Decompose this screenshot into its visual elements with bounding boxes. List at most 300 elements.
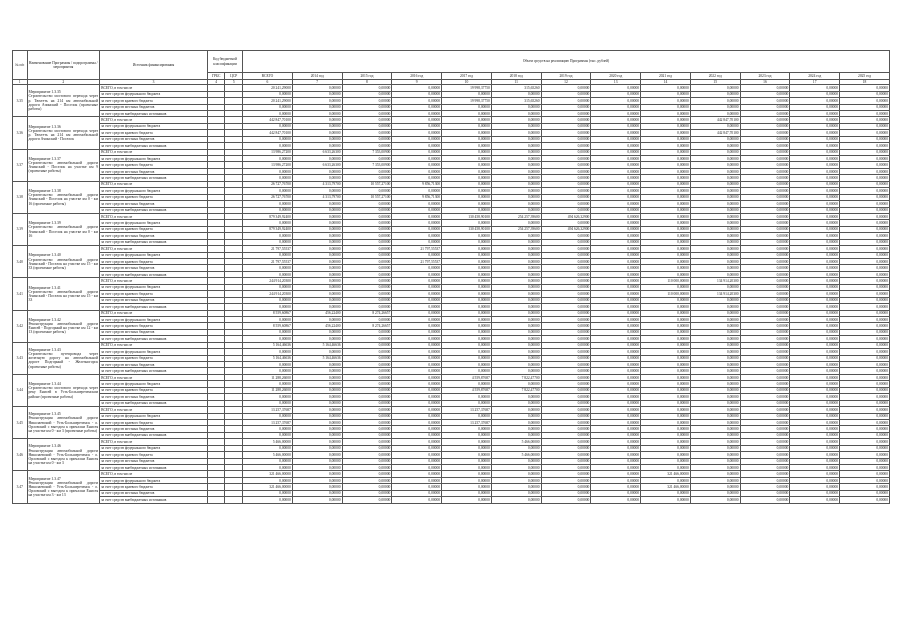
year-value-cell: 0,00000	[392, 143, 442, 149]
row-index: 3.46	[13, 439, 28, 471]
year-value-cell: 0,00000	[442, 471, 492, 477]
year-value-cell: 0,00000	[740, 149, 790, 155]
year-value-cell: 0,00000	[591, 394, 641, 400]
year-value-cell: 7 822,47700	[491, 374, 541, 380]
year-value-cell: 0,00000	[790, 304, 840, 310]
year-value-cell: 0,00000	[292, 445, 342, 451]
year-value-cell: 0,00000	[790, 310, 840, 316]
total-cell: 26 727,76700	[243, 181, 293, 187]
year-value-cell: 0,00000	[740, 297, 790, 303]
year-value-cell: 0,00000	[840, 413, 890, 419]
total-cell: 0,00000	[243, 297, 293, 303]
year-value-cell: 0,00000	[292, 130, 342, 136]
year-value-cell: 0,00000	[292, 252, 342, 258]
year-value-cell: 0,00000	[690, 136, 740, 142]
total-cell: 13 257,37687	[243, 407, 293, 413]
total-cell: 0,00000	[243, 168, 293, 174]
year-value-cell: 0,00000	[442, 91, 492, 97]
year-value-cell: 8 274,26657	[342, 323, 392, 329]
total-cell: 0,00000	[243, 201, 293, 207]
funding-source: за счет средств федерального бюджета	[100, 381, 208, 387]
year-value-cell: 0,00000	[392, 374, 442, 380]
event-name	[27, 181, 100, 213]
year-value-cell: 0,00000	[641, 477, 691, 483]
year-value-cell: 0,00000	[342, 349, 392, 355]
year-value-cell: 0,00000	[591, 278, 641, 284]
year-value-cell: 0,00000	[690, 497, 740, 503]
year-value-cell: 0,00000	[641, 432, 691, 438]
year-value-cell: 0,00000	[292, 329, 342, 335]
year-value-cell: 0,00000	[690, 239, 740, 245]
year-value-cell: 0,00000	[392, 136, 442, 142]
year-value-cell: 0,00000	[342, 156, 392, 162]
year-value-cell: 0,00000	[292, 117, 342, 123]
header-volume: Объем средств на реализацию Программы (тыс. рублей)	[243, 51, 890, 73]
header-grbs: ГРБС	[207, 73, 225, 80]
year-value-cell: 456,22400	[292, 323, 342, 329]
year-value-cell: 0,00000	[740, 130, 790, 136]
year-value-cell: 0,00000	[690, 110, 740, 116]
year-value-cell: 13 257,37687	[442, 407, 492, 413]
year-value-cell: 0,00000	[292, 278, 342, 284]
event-title: Мероприятие 1.3.43	[28, 347, 61, 352]
funding-source: за счет средств федерального бюджета	[100, 91, 208, 97]
year-value-cell: 0,00000	[641, 310, 691, 316]
year-value-cell: 0,00000	[541, 439, 591, 445]
year-value-cell: 0,00000	[591, 413, 641, 419]
funding-source: за счет средств краевого бюджета	[100, 98, 208, 104]
year-value-cell: 0,00000	[491, 143, 541, 149]
year-value-cell: 0,00000	[442, 323, 492, 329]
event-title: Мероприятие 1.3.40	[28, 253, 61, 258]
year-value-cell: 0,00000	[790, 465, 840, 471]
funding-source: ВСЕГО, в том числе	[100, 117, 208, 123]
year-value-cell: 0,00000	[641, 362, 691, 368]
funding-source: за счет средств краевого бюджета	[100, 162, 208, 168]
year-value-cell: 0,00000	[392, 407, 442, 413]
funding-source: за счет средств федерального бюджета	[100, 123, 208, 129]
year-value-cell: 0,00000	[690, 188, 740, 194]
year-value-cell: 0,00000	[591, 407, 641, 413]
total-cell: 0,00000	[243, 458, 293, 464]
year-value-cell: 0,00000	[442, 458, 492, 464]
total-cell: 0,00000	[243, 110, 293, 116]
event-description: Строительство путепровода через железную дорогу на автомобильной дороге Подгорный - Железногорск (проектные работы)	[28, 351, 99, 369]
header-kbk: Код бюджетной классификации	[207, 51, 242, 73]
event-description: Реконструкция автомобильной дороги Николаевский - Усть-Большереченск - о. Орловский с выездом к причалам Енисея на участке км 0 - км 3 (проектные работы)	[28, 416, 99, 433]
year-value-cell: 0,00000	[591, 149, 641, 155]
year-value-cell: 6 633,26300	[292, 162, 342, 168]
year-value-cell: 0,00000	[392, 265, 442, 271]
year-value-cell: 0,00000	[740, 400, 790, 406]
year-value-cell: 0,00000	[541, 175, 591, 181]
year-value-cell: 0,00000	[740, 374, 790, 380]
total-cell: 26 727,76700	[243, 194, 293, 200]
year-value-cell: 0,00000	[442, 316, 492, 322]
year-value-cell: 4 559,87687	[442, 374, 492, 380]
funding-source: за счет средств внебюджетных источников	[100, 143, 208, 149]
year-value-cell: 0,00000	[342, 233, 392, 239]
funding-source: за счет средств федерального бюджета	[100, 188, 208, 194]
year-value-cell: 0,00000	[392, 458, 442, 464]
year-value-cell: 0,00000	[342, 458, 392, 464]
year-value-cell: 0,00000	[740, 259, 790, 265]
year-value-cell: 0,00000	[591, 490, 641, 496]
year-value-cell: 0,00000	[342, 484, 392, 490]
year-value-cell: 0,00000	[442, 426, 492, 432]
year-value-cell: 5 466,00000	[491, 452, 541, 458]
total-cell: 0,00000	[243, 104, 293, 110]
year-value-cell: 0,00000	[840, 432, 890, 438]
funding-source: за счет средств краевого бюджета	[100, 226, 208, 232]
year-value-cell: 0,00000	[690, 246, 740, 252]
year-value-cell: 0,00000	[591, 91, 641, 97]
total-cell: 879 349,92400	[243, 213, 293, 219]
year-value-cell: 0,00000	[591, 387, 641, 393]
header-year: 2024 год	[790, 73, 840, 80]
year-value-cell: 0,00000	[690, 484, 740, 490]
funding-source: за счет средств внебюджетных источников	[100, 465, 208, 471]
year-value-cell: 0,00000	[541, 278, 591, 284]
year-value-cell: 0,00000	[591, 426, 641, 432]
year-value-cell: 10 557,27100	[342, 194, 392, 200]
year-value-cell: 0,00000	[790, 368, 840, 374]
year-value-cell: 134 914,20300	[690, 278, 740, 284]
event-name	[27, 246, 100, 278]
year-value-cell: 0,00000	[292, 207, 342, 213]
column-number: 18	[840, 80, 890, 85]
year-value-cell: 0,00000	[342, 471, 392, 477]
year-value-cell: 0,00000	[292, 168, 342, 174]
total-cell: 21 797,55537	[243, 246, 293, 252]
year-value-cell: 0,00000	[840, 381, 890, 387]
year-value-cell: 0,00000	[840, 271, 890, 277]
year-value-cell: 0,00000	[442, 104, 492, 110]
year-value-cell: 0,00000	[840, 297, 890, 303]
year-value-cell: 0,00000	[342, 342, 392, 348]
year-value-cell: 0,00000	[591, 284, 641, 290]
funding-source: за счет средств местных бюджетов	[100, 297, 208, 303]
year-value-cell: 0,00000	[591, 194, 641, 200]
row-index: 3.41	[13, 278, 28, 310]
column-number: 8	[342, 80, 392, 85]
year-value-cell: 0,00000	[442, 400, 492, 406]
year-value-cell: 0,00000	[790, 419, 840, 425]
year-value-cell: 0,00000	[690, 419, 740, 425]
column-number: 14	[641, 80, 691, 85]
year-value-cell: 0,00000	[740, 278, 790, 284]
year-value-cell: 0,00000	[491, 381, 541, 387]
year-value-cell: 0,00000	[690, 439, 740, 445]
year-value-cell: 0,00000	[641, 181, 691, 187]
year-value-cell: 0,00000	[491, 220, 541, 226]
year-value-cell: 0,00000	[740, 156, 790, 162]
year-value-cell: 0,00000	[442, 207, 492, 213]
year-value-cell: 0,00000	[541, 91, 591, 97]
year-value-cell: 0,00000	[840, 226, 890, 232]
year-value-cell: 0,00000	[790, 394, 840, 400]
row-index: 3.39	[13, 213, 28, 245]
year-value-cell: 0,00000	[342, 220, 392, 226]
year-value-cell: 0,00000	[740, 220, 790, 226]
column-number: 3	[100, 80, 208, 85]
year-value-cell: 0,00000	[442, 117, 492, 123]
total-cell: 13 986,27200	[243, 162, 293, 168]
total-cell: 0,00000	[243, 156, 293, 162]
row-index: 3.38	[13, 181, 28, 213]
year-value-cell: 0,00000	[690, 323, 740, 329]
total-cell: 20 241,29000	[243, 85, 293, 91]
year-value-cell: 0,00000	[740, 123, 790, 129]
year-value-cell: 0,00000	[442, 201, 492, 207]
funding-source: ВСЕГО, в том числе	[100, 246, 208, 252]
year-value-cell: 0,00000	[342, 85, 392, 91]
funding-source: за счет средств местных бюджетов	[100, 362, 208, 368]
year-value-cell: 0,00000	[442, 188, 492, 194]
event-name	[27, 213, 100, 245]
year-value-cell: 0,00000	[292, 497, 342, 503]
year-value-cell: 0,00000	[292, 246, 342, 252]
year-value-cell: 10 557,27100	[342, 181, 392, 187]
total-cell: 21 797,55537	[243, 259, 293, 265]
year-value-cell: 0,00000	[790, 162, 840, 168]
year-value-cell: 0,00000	[840, 123, 890, 129]
funding-source: за счет средств местных бюджетов	[100, 136, 208, 142]
total-cell: 0,00000	[243, 400, 293, 406]
year-value-cell: 0,00000	[442, 329, 492, 335]
year-value-cell: 0,00000	[392, 117, 442, 123]
year-value-cell: 0,00000	[690, 143, 740, 149]
event-name	[27, 407, 100, 439]
year-value-cell: 0,00000	[292, 465, 342, 471]
column-number: 16	[740, 80, 790, 85]
year-value-cell: 0,00000	[840, 316, 890, 322]
year-value-cell: 0,00000	[491, 394, 541, 400]
year-value-cell: 0,00000	[392, 323, 442, 329]
year-value-cell: 0,00000	[690, 394, 740, 400]
year-value-cell: 0,00000	[740, 368, 790, 374]
year-value-cell: 130 458,90100	[442, 213, 492, 219]
year-value-cell: 0,00000	[392, 419, 442, 425]
total-cell: 0,00000	[243, 394, 293, 400]
row-index: 3.47	[13, 471, 28, 503]
year-value-cell: 0,00000	[491, 201, 541, 207]
year-value-cell: 0,00000	[840, 201, 890, 207]
year-value-cell: 0,00000	[491, 117, 541, 123]
year-value-cell: 0,00000	[442, 362, 492, 368]
year-value-cell: 0,00000	[591, 323, 641, 329]
funding-source: за счет средств внебюджетных источников	[100, 400, 208, 406]
year-value-cell: 0,00000	[392, 291, 442, 297]
year-value-cell: 0,00000	[740, 394, 790, 400]
year-value-cell: 0,00000	[442, 349, 492, 355]
year-value-cell: 0,00000	[641, 91, 691, 97]
year-value-cell: 21 797,55537	[392, 259, 442, 265]
total-cell: 0,00000	[243, 304, 293, 310]
year-value-cell: 0,00000	[541, 252, 591, 258]
year-value-cell: 0,00000	[541, 265, 591, 271]
year-value-cell: 0,00000	[491, 284, 541, 290]
year-value-cell: 21 797,55537	[392, 246, 442, 252]
year-value-cell: 0,00000	[641, 252, 691, 258]
year-value-cell: 0,00000	[641, 194, 691, 200]
year-value-cell: 0,00000	[591, 156, 641, 162]
year-value-cell: 0,00000	[790, 362, 840, 368]
year-value-cell: 0,00000	[491, 432, 541, 438]
year-value-cell: 0,00000	[392, 271, 442, 277]
funding-source: за счет средств федерального бюджета	[100, 445, 208, 451]
year-value-cell: 0,00000	[342, 297, 392, 303]
year-value-cell: 0,00000	[641, 336, 691, 342]
year-value-cell: 0,00000	[541, 471, 591, 477]
year-value-cell: 0,00000	[392, 439, 442, 445]
year-value-cell: 0,00000	[342, 316, 392, 322]
year-value-cell: 0,00000	[740, 355, 790, 361]
year-value-cell: 0,00000	[491, 413, 541, 419]
year-value-cell: 0,00000	[541, 349, 591, 355]
year-value-cell: 0,00000	[442, 368, 492, 374]
funding-source: за счет средств федерального бюджета	[100, 316, 208, 322]
year-value-cell: 0,00000	[491, 291, 541, 297]
year-value-cell: 0,00000	[342, 368, 392, 374]
year-value-cell: 0,00000	[840, 188, 890, 194]
year-value-cell: 0,00000	[790, 374, 840, 380]
year-value-cell: 0,00000	[392, 310, 442, 316]
year-value-cell: 0,00000	[392, 381, 442, 387]
total-cell: 0,00000	[243, 233, 293, 239]
event-name	[27, 439, 100, 471]
funding-source: за счет средств внебюджетных источников	[100, 432, 208, 438]
year-value-cell: 0,00000	[740, 194, 790, 200]
year-value-cell: 0,00000	[690, 490, 740, 496]
year-value-cell: 0,00000	[641, 349, 691, 355]
year-value-cell: 0,00000	[541, 271, 591, 277]
funding-source: за счет средств краевого бюджета	[100, 259, 208, 265]
year-value-cell: 0,00000	[491, 188, 541, 194]
total-cell: 0,00000	[243, 349, 293, 355]
year-value-cell: 110 000,00000	[641, 291, 691, 297]
column-number: 4	[207, 80, 225, 85]
year-value-cell: 0,00000	[541, 130, 591, 136]
year-value-cell: 0,00000	[591, 458, 641, 464]
year-value-cell: 0,00000	[392, 220, 442, 226]
year-value-cell: 0,00000	[541, 432, 591, 438]
funding-source: за счет средств местных бюджетов	[100, 458, 208, 464]
total-cell: 0,00000	[243, 413, 293, 419]
year-value-cell: 0,00000	[591, 271, 641, 277]
year-value-cell: 0,00000	[690, 458, 740, 464]
year-value-cell: 0,00000	[790, 156, 840, 162]
year-value-cell: 0,00000	[442, 123, 492, 129]
year-value-cell: 0,00000	[840, 85, 890, 91]
year-value-cell: 0,00000	[641, 162, 691, 168]
year-value-cell: 0,00000	[342, 452, 392, 458]
year-value-cell: 0,00000	[591, 85, 641, 91]
year-value-cell: 0,00000	[342, 201, 392, 207]
year-value-cell: 0,00000	[740, 316, 790, 322]
year-value-cell: 0,00000	[790, 91, 840, 97]
funding-source: за счет средств местных бюджетов	[100, 490, 208, 496]
year-value-cell: 0,00000	[641, 297, 691, 303]
year-value-cell: 0,00000	[840, 310, 890, 316]
year-value-cell: 0,00000	[491, 477, 541, 483]
year-value-cell: 0,00000	[292, 471, 342, 477]
year-value-cell: 0,00000	[591, 419, 641, 425]
event-description: Реконструкция автомобильной дороги Енисей - Подгорный на участке км 12 - км 13 (проектные работы)	[28, 321, 99, 335]
year-value-cell: 0,00000	[790, 381, 840, 387]
year-value-cell: 0,00000	[840, 168, 890, 174]
year-value-cell: 0,00000	[840, 323, 890, 329]
event-title: Мероприятие 1.3.45	[28, 412, 61, 417]
total-cell: 0,00000	[243, 91, 293, 97]
year-value-cell: 0,00000	[491, 297, 541, 303]
year-value-cell: 0,00000	[541, 490, 591, 496]
year-value-cell: 0,00000	[541, 413, 591, 419]
year-value-cell: 0,00000	[840, 265, 890, 271]
year-value-cell: 0,00000	[541, 156, 591, 162]
row-index: 3.36	[13, 117, 28, 149]
year-value-cell: 0,00000	[292, 304, 342, 310]
event-description: Строительство автомобильной дороги Ачинский - Поселок на участке км 0 - км 16	[28, 225, 99, 238]
year-value-cell: 4 313,79700	[292, 181, 342, 187]
year-value-cell: 0,00000	[392, 162, 442, 168]
year-value-cell: 0,00000	[790, 188, 840, 194]
year-value-cell: 0,00000	[740, 471, 790, 477]
year-value-cell: 0,00000	[690, 452, 740, 458]
year-value-cell: 0,00000	[591, 265, 641, 271]
year-value-cell: 0,00000	[342, 400, 392, 406]
year-value-cell: 0,00000	[541, 85, 591, 91]
year-value-cell: 0,00000	[690, 329, 740, 335]
year-value-cell: 0,00000	[292, 349, 342, 355]
year-value-cell: 0,00000	[541, 117, 591, 123]
total-cell: 0,00000	[243, 445, 293, 451]
year-value-cell: 0,00000	[442, 484, 492, 490]
year-value-cell: 0,00000	[591, 310, 641, 316]
year-value-cell: 0,00000	[641, 304, 691, 310]
year-value-cell: 0,00000	[591, 246, 641, 252]
year-value-cell: 0,00000	[740, 246, 790, 252]
year-value-cell: 0,00000	[840, 400, 890, 406]
year-value-cell: 0,00000	[740, 85, 790, 91]
year-value-cell: 0,00000	[740, 426, 790, 432]
year-value-cell: 0,00000	[840, 304, 890, 310]
funding-source: за счет средств внебюджетных источников	[100, 110, 208, 116]
year-value-cell: 0,00000	[740, 143, 790, 149]
year-value-cell: 0,00000	[292, 271, 342, 277]
year-value-cell: 0,00000	[840, 394, 890, 400]
year-value-cell: 9 856,71300	[392, 181, 442, 187]
year-value-cell: 0,00000	[342, 130, 392, 136]
year-value-cell: 0,00000	[591, 188, 641, 194]
year-value-cell: 0,00000	[392, 278, 442, 284]
year-value-cell: 0,00000	[541, 304, 591, 310]
year-value-cell: 0,00000	[292, 374, 342, 380]
year-value-cell: 0,00000	[342, 123, 392, 129]
year-value-cell: 0,00000	[790, 194, 840, 200]
year-value-cell: 0,00000	[292, 123, 342, 129]
year-value-cell: 0,00000	[342, 407, 392, 413]
year-value-cell: 0,00000	[690, 220, 740, 226]
year-value-cell: 0,00000	[541, 297, 591, 303]
year-value-cell: 0,00000	[641, 368, 691, 374]
year-value-cell: 0,00000	[591, 123, 641, 129]
funding-source: ВСЕГО, в том числе	[100, 471, 208, 477]
year-value-cell: 0,00000	[740, 104, 790, 110]
year-value-cell: 0,00000	[591, 471, 641, 477]
year-value-cell: 0,00000	[591, 201, 641, 207]
total-cell: 8 559,60867	[243, 323, 293, 329]
